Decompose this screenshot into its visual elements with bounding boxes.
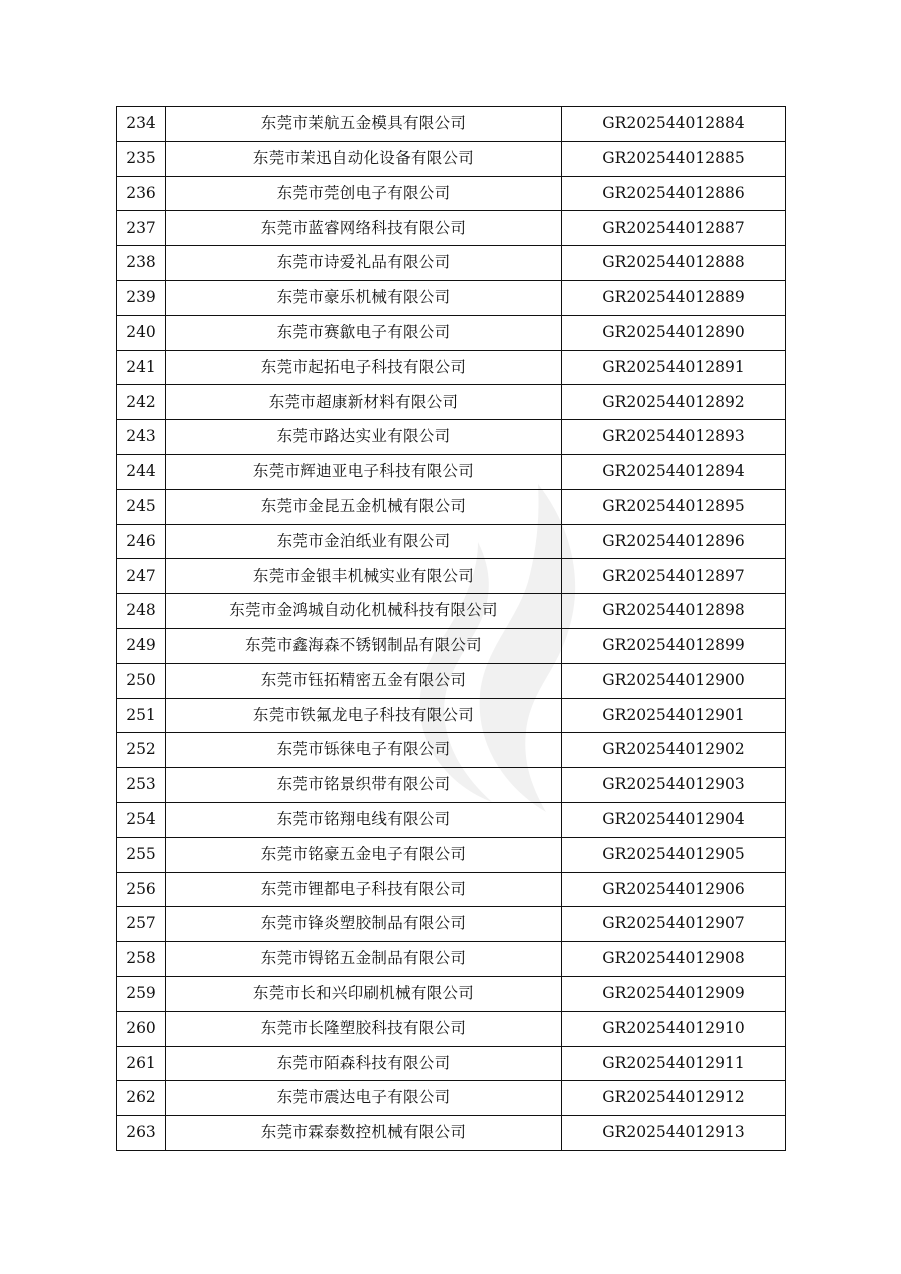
- table-row: [117, 489, 786, 524]
- table-row: [117, 1046, 786, 1081]
- row-number: 258: [117, 942, 166, 977]
- certificate-code: GR202544012888: [562, 246, 786, 281]
- certificate-code: GR202544012891: [562, 350, 786, 385]
- table-row: [117, 350, 786, 385]
- table-row: [117, 1011, 786, 1046]
- row-number: 238: [117, 246, 166, 281]
- row-number: 237: [117, 211, 166, 246]
- table-row: [117, 176, 786, 211]
- row-number: 255: [117, 837, 166, 872]
- row-number: 253: [117, 768, 166, 803]
- certificate-code: GR202544012897: [562, 559, 786, 594]
- company-name: 东莞市金鸿城自动化机械科技有限公司: [166, 594, 562, 629]
- certificate-code: GR202544012907: [562, 907, 786, 942]
- certificate-code: GR202544012910: [562, 1011, 786, 1046]
- row-number: 257: [117, 907, 166, 942]
- table-row: [117, 837, 786, 872]
- table-body: [117, 107, 786, 1151]
- row-number: 259: [117, 976, 166, 1011]
- certificate-code: GR202544012905: [562, 837, 786, 872]
- row-number: 234: [117, 107, 166, 142]
- company-name: 东莞市铁氟龙电子科技有限公司: [166, 698, 562, 733]
- company-name: 东莞市锋炎塑胶制品有限公司: [166, 907, 562, 942]
- certificate-code: GR202544012908: [562, 942, 786, 977]
- table-row: [117, 663, 786, 698]
- company-name: 东莞市金泊纸业有限公司: [166, 524, 562, 559]
- certificate-code: GR202544012899: [562, 628, 786, 663]
- company-name: 东莞市长隆塑胶科技有限公司: [166, 1011, 562, 1046]
- row-number: 246: [117, 524, 166, 559]
- table-row: [117, 872, 786, 907]
- company-name: 东莞市锝铭五金制品有限公司: [166, 942, 562, 977]
- company-name: 东莞市铭翔电线有限公司: [166, 802, 562, 837]
- row-number: 245: [117, 489, 166, 524]
- certificate-code: GR202544012900: [562, 663, 786, 698]
- table-row: [117, 942, 786, 977]
- row-number: 263: [117, 1116, 166, 1151]
- table-row: [117, 733, 786, 768]
- company-name: 东莞市铭豪五金电子有限公司: [166, 837, 562, 872]
- company-name: 东莞市诗爱礼品有限公司: [166, 246, 562, 281]
- certificate-code: GR202544012892: [562, 385, 786, 420]
- company-name: 东莞市金昆五金机械有限公司: [166, 489, 562, 524]
- table-row: [117, 524, 786, 559]
- company-name: 东莞市金银丰机械实业有限公司: [166, 559, 562, 594]
- certificate-table: [116, 106, 786, 1151]
- table-row: [117, 107, 786, 142]
- certificate-code: GR202544012902: [562, 733, 786, 768]
- table-row: [117, 246, 786, 281]
- table-row: [117, 420, 786, 455]
- company-name: 东莞市路达实业有限公司: [166, 420, 562, 455]
- certificate-code: GR202544012912: [562, 1081, 786, 1116]
- row-number: 244: [117, 454, 166, 489]
- company-name: 东莞市莞创电子有限公司: [166, 176, 562, 211]
- row-number: 252: [117, 733, 166, 768]
- certificate-code: GR202544012886: [562, 176, 786, 211]
- table-row: [117, 141, 786, 176]
- table-row: [117, 768, 786, 803]
- row-number: 250: [117, 663, 166, 698]
- company-name: 东莞市霖泰数控机械有限公司: [166, 1116, 562, 1151]
- company-name: 东莞市锂都电子科技有限公司: [166, 872, 562, 907]
- row-number: 241: [117, 350, 166, 385]
- certificate-code: GR202544012885: [562, 141, 786, 176]
- table-row: [117, 559, 786, 594]
- company-name: 东莞市茉航五金模具有限公司: [166, 107, 562, 142]
- certificate-code: GR202544012894: [562, 454, 786, 489]
- table-row: [117, 698, 786, 733]
- row-number: 256: [117, 872, 166, 907]
- table-row: [117, 628, 786, 663]
- certificate-code: GR202544012889: [562, 280, 786, 315]
- row-number: 236: [117, 176, 166, 211]
- table-row: [117, 907, 786, 942]
- row-number: 261: [117, 1046, 166, 1081]
- company-name: 东莞市赛歙电子有限公司: [166, 315, 562, 350]
- certificate-code: GR202544012893: [562, 420, 786, 455]
- company-name: 东莞市陌森科技有限公司: [166, 1046, 562, 1081]
- company-name: 东莞市钰拓精密五金有限公司: [166, 663, 562, 698]
- row-number: 242: [117, 385, 166, 420]
- table-row: [117, 1116, 786, 1151]
- row-number: 248: [117, 594, 166, 629]
- company-name: 东莞市蓝睿网络科技有限公司: [166, 211, 562, 246]
- company-name: 东莞市超康新材料有限公司: [166, 385, 562, 420]
- row-number: 249: [117, 628, 166, 663]
- row-number: 247: [117, 559, 166, 594]
- row-number: 251: [117, 698, 166, 733]
- company-name: 东莞市铄徕电子有限公司: [166, 733, 562, 768]
- table-row: [117, 454, 786, 489]
- certificate-code: GR202544012901: [562, 698, 786, 733]
- row-number: 235: [117, 141, 166, 176]
- certificate-code: GR202544012913: [562, 1116, 786, 1151]
- certificate-code: GR202544012895: [562, 489, 786, 524]
- certificate-code: GR202544012896: [562, 524, 786, 559]
- company-name: 东莞市铭景织带有限公司: [166, 768, 562, 803]
- table-row: [117, 315, 786, 350]
- certificate-code: GR202544012906: [562, 872, 786, 907]
- company-name: 东莞市豪乐机械有限公司: [166, 280, 562, 315]
- table-row: [117, 802, 786, 837]
- row-number: 262: [117, 1081, 166, 1116]
- table-row: [117, 211, 786, 246]
- certificate-code: GR202544012903: [562, 768, 786, 803]
- company-name: 东莞市震达电子有限公司: [166, 1081, 562, 1116]
- row-number: 243: [117, 420, 166, 455]
- certificate-code: GR202544012884: [562, 107, 786, 142]
- certificate-code: GR202544012898: [562, 594, 786, 629]
- table-row: [117, 594, 786, 629]
- table-row: [117, 1081, 786, 1116]
- row-number: 240: [117, 315, 166, 350]
- row-number: 239: [117, 280, 166, 315]
- company-name: 东莞市起拓电子科技有限公司: [166, 350, 562, 385]
- table-row: [117, 280, 786, 315]
- certificate-code: GR202544012909: [562, 976, 786, 1011]
- table-row: [117, 976, 786, 1011]
- certificate-code: GR202544012887: [562, 211, 786, 246]
- row-number: 254: [117, 802, 166, 837]
- company-name: 东莞市鑫海森不锈钢制品有限公司: [166, 628, 562, 663]
- company-name: 东莞市茉迅自动化设备有限公司: [166, 141, 562, 176]
- row-number: 260: [117, 1011, 166, 1046]
- certificate-code: GR202544012911: [562, 1046, 786, 1081]
- company-name: 东莞市辉迪亚电子科技有限公司: [166, 454, 562, 489]
- certificate-code: GR202544012904: [562, 802, 786, 837]
- company-name: 东莞市长和兴印刷机械有限公司: [166, 976, 562, 1011]
- table-row: [117, 385, 786, 420]
- certificate-code: GR202544012890: [562, 315, 786, 350]
